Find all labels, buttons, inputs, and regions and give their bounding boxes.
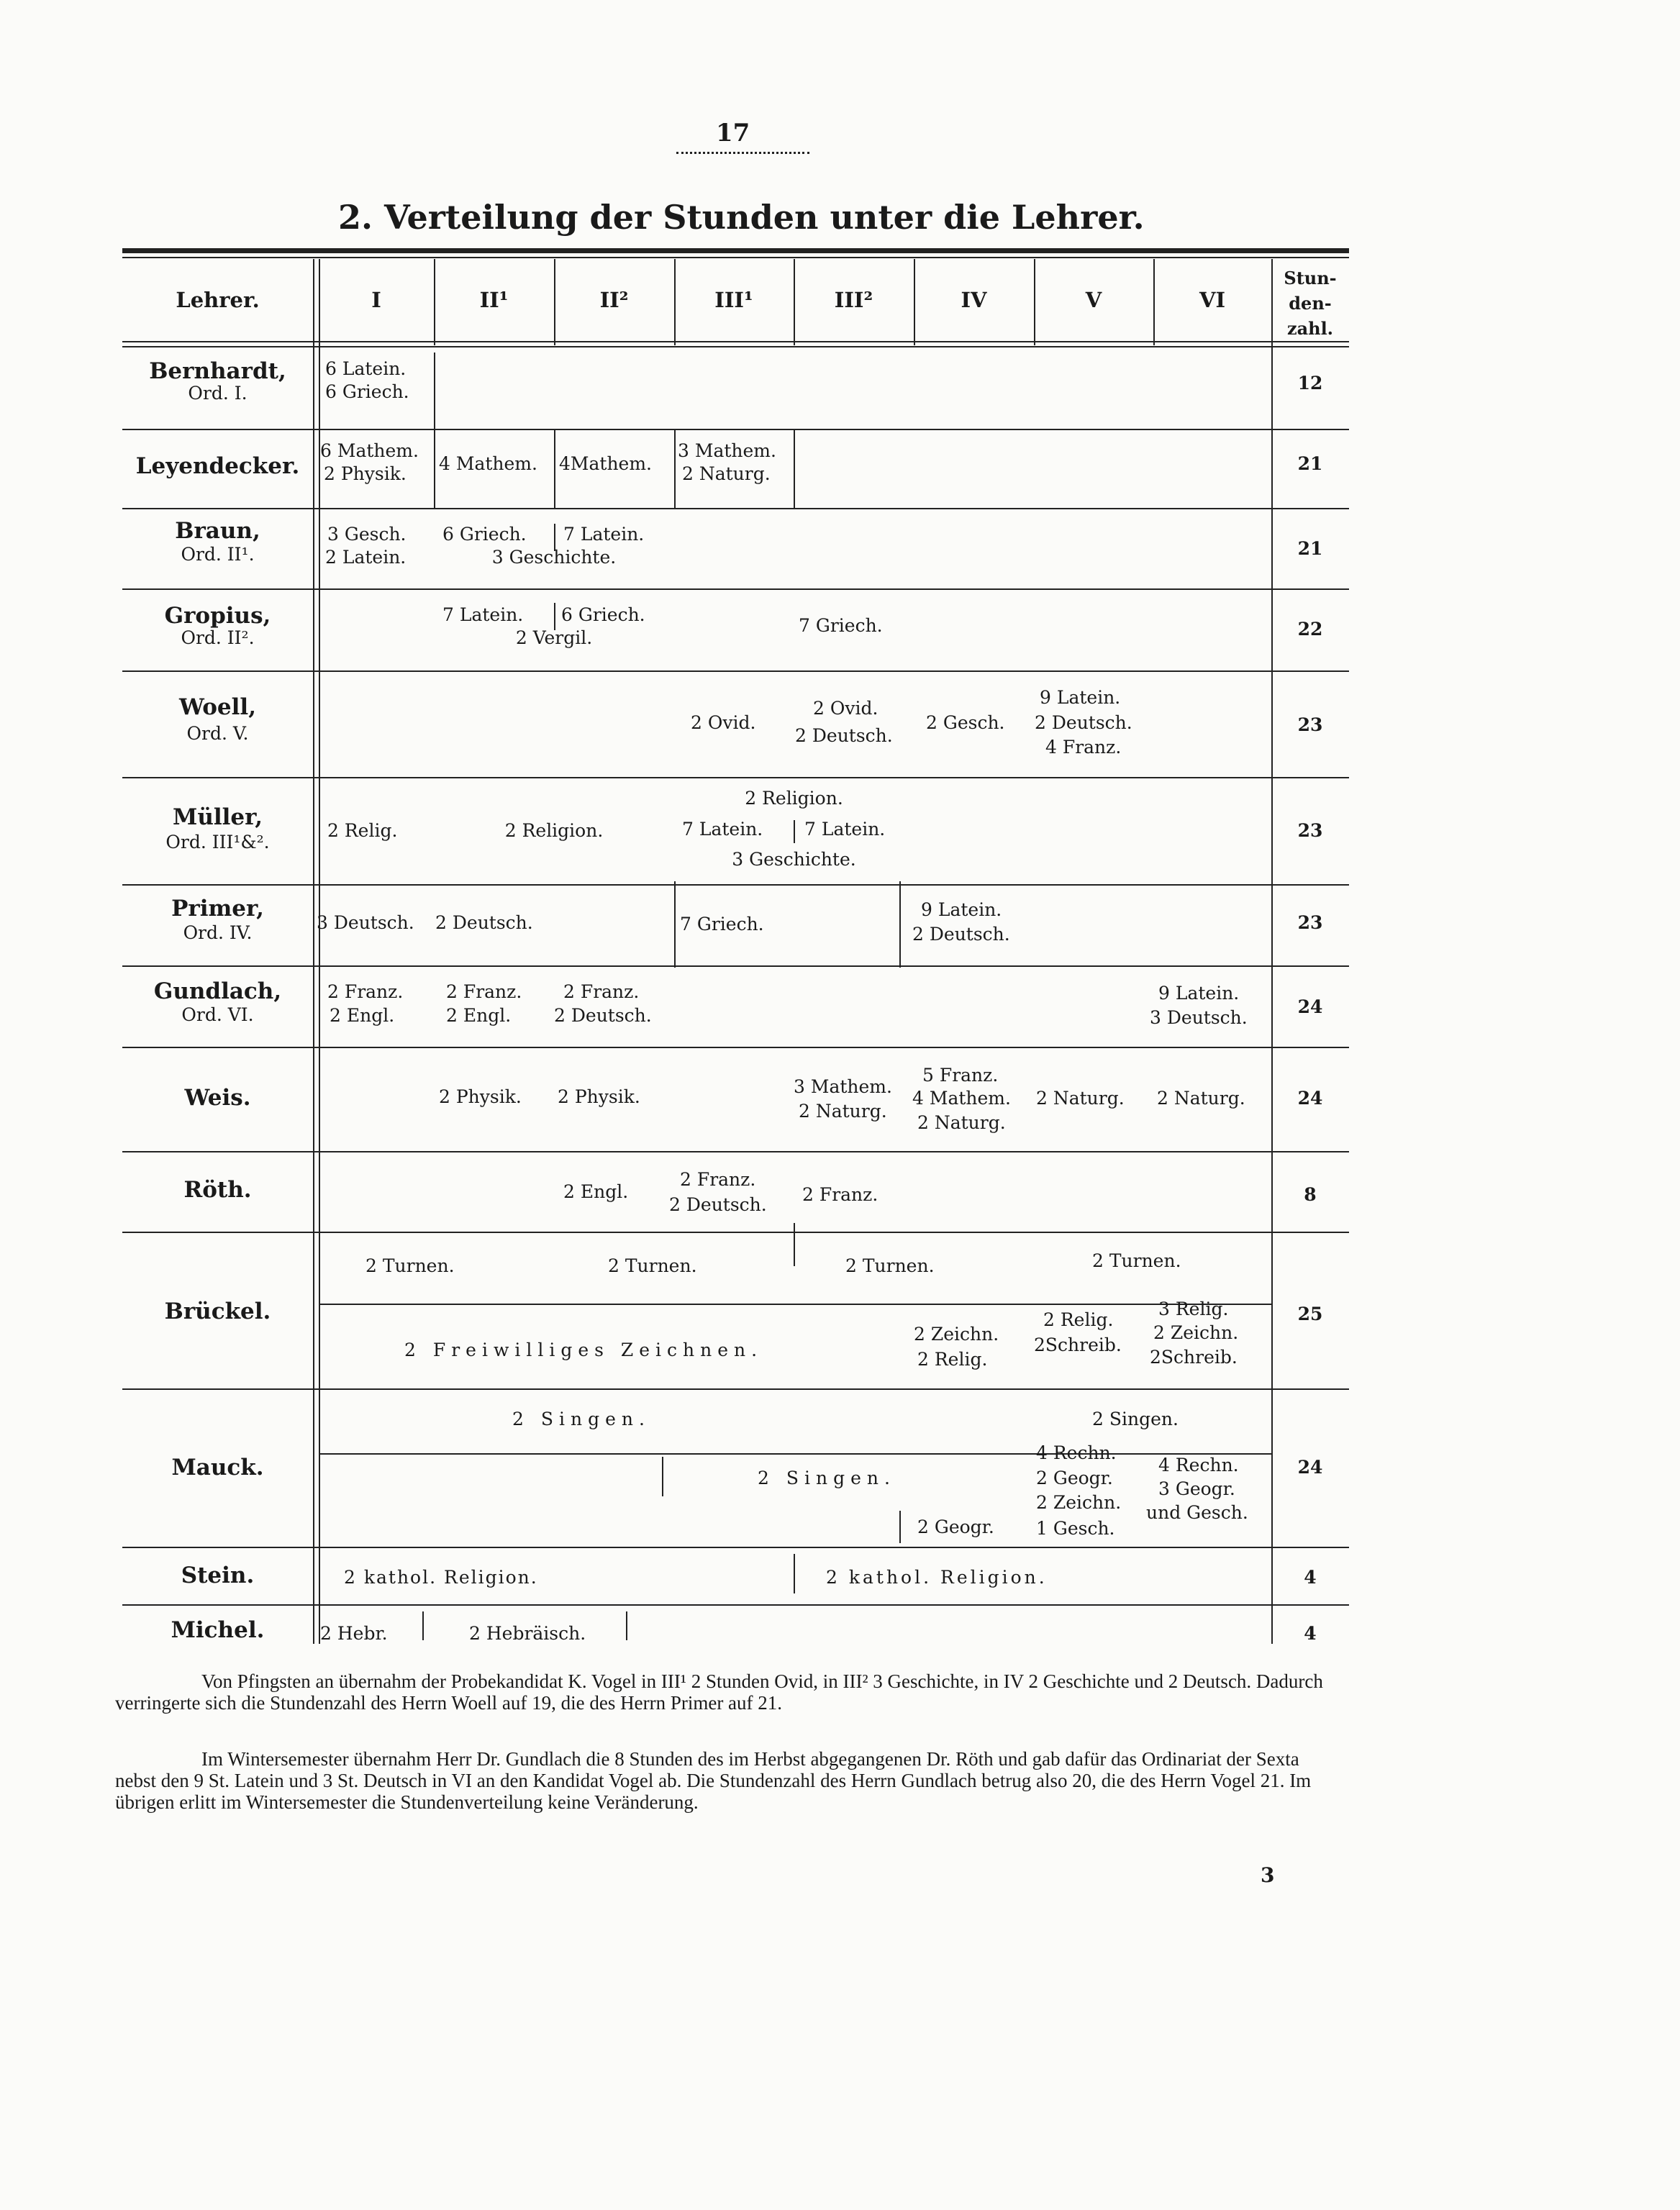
teacher-ord: Ord. IV. [183,922,253,943]
cell-span: 2 Religion. [504,820,604,841]
cell-line [794,1554,795,1593]
footer-number: 3 [1261,1863,1275,1887]
cell: 3 Geogr. [1158,1478,1235,1499]
teacher-name: Weis. [184,1085,251,1111]
cell: 2 Hebr. [320,1623,388,1644]
cell: 2 Franz. [446,981,522,1002]
teacher-name: Röth. [183,1177,252,1203]
cell: 2 Singen. [1092,1409,1179,1429]
page-number: 17 [716,119,750,147]
cell: 3 Gesch. [327,524,407,545]
table-top-rule [122,248,1349,253]
cell-line [554,603,555,630]
cell-span: 2 Vergil. [515,627,593,648]
cell: 9 Latein. [1158,983,1240,1004]
cell: 5 Franz. [922,1065,999,1086]
cell: 2 Ovid. [691,712,756,733]
cell: 2 Physik. [439,1086,522,1107]
cell: 2 Turnen. [845,1255,935,1276]
cell: 2 Naturg. [917,1112,1006,1133]
cell: 2 Engl. [446,1005,512,1026]
cell: 2 Zeichn. [914,1324,999,1345]
cell-span: 3 Geschichte. [732,849,856,870]
cell: 7 Latein. [442,604,524,625]
page-number-underline [676,147,809,154]
row-rule [122,965,1349,967]
teacher-name: Stein. [181,1563,255,1588]
cell: 2 Gesch. [926,712,1005,733]
cell: 4 Franz. [1045,737,1122,758]
row-total: 4 [1304,1567,1317,1588]
cell: 6 Griech. [325,381,409,402]
cell: 2 Zeichn. [1153,1322,1239,1343]
row-rule [122,1232,1349,1233]
cell: 2 Relig. [1043,1309,1114,1330]
cell-line [674,430,676,508]
teacher-name: Leyendecker. [135,453,300,479]
header-v: V [1085,288,1102,312]
cell: 7 Latein. [804,819,886,840]
cell: 2 Relig. [327,820,398,841]
cell: 2 Deutsch. [554,1005,652,1026]
row-total: 23 [1297,714,1323,735]
cell: 2 Deutsch. [435,912,533,933]
cell: 4 Rechn. [1036,1442,1117,1463]
cell: 2 Franz. [563,981,640,1002]
cell: 2 Physik. [558,1086,640,1107]
row-rule [122,588,1349,590]
row-total: 23 [1297,912,1323,933]
note-paragraph-1: Von Pfingsten an übernahm der Probekandidat K. Vogel in III¹ 2 Stunden Ovid, in III² 3 Geschichte, in IV 2 Geschichte und 2 Deutsch. Dadurch verringerte sich die Stundenzahl des Herrn Woell auf 19, die des Herrn Primer auf 21. [115,1670,1323,1714]
note-paragraph-2: Im Wintersemester übernahm Herr Dr. Gundlach die 8 Stunden des im Herbst abgegangenen Dr. Röth und gab dafür das Ordinariat der Sexta nebst den 9 St. Latein und 3 St. Deutsch in VI an den Kandidat Vogel ab. Die Stundenzahl des Herrn Gundlach betrug also 20, die des Herrn Vogel 21. Im übrigen erlitt im Wintersemester die Stundenverteilung keine Veränderung. [115,1748,1312,1813]
cell: 2 Geogr. [917,1516,994,1537]
header-iii2: III² [834,288,873,312]
teacher-name: Bernhardt, [149,358,286,384]
row-rule [122,1047,1349,1048]
row-total: 24 [1297,1457,1323,1478]
row-total: 8 [1304,1184,1317,1205]
header-ii1: II¹ [479,288,509,312]
cell: 3 Deutsch. [317,912,414,933]
cell-line [319,1453,1271,1455]
row-total: 25 [1297,1304,1323,1324]
cell: 3 Mathem. [678,440,776,461]
cell: 2 Deutsch. [1035,712,1132,733]
cell: und Gesch. [1146,1502,1248,1523]
cell-line [662,1457,663,1496]
cell: 2 Turnen. [1092,1250,1181,1271]
cell: 4 Mathem. [439,453,537,474]
teacher-name: Gundlach, [153,978,282,1004]
page-title: 2. Verteilung der Stunden unter die Lehrer. [338,198,1145,237]
cell: 2 Relig. [917,1349,988,1370]
row-rule [122,508,1349,509]
cell: 4 Mathem. [912,1088,1011,1109]
cell: 2 Ovid. [813,698,878,719]
teacher-name: Woell, [178,694,257,720]
header-stunden-3: zahl. [1286,318,1334,339]
teacher-name: Primer, [171,896,264,922]
cell: 7 Latein. [682,819,763,840]
cell: 7 Griech. [680,914,764,935]
header-stunden-2: den- [1289,293,1332,314]
teacher-name: Brückel. [164,1299,271,1324]
teacher-ord: Ord. III¹&². [165,832,270,852]
cell: 4 Rechn. [1158,1455,1239,1475]
cell-line [422,1611,424,1640]
cell: 2Schreib. [1150,1347,1238,1368]
cell: 6 Griech. [442,524,527,545]
header-ii2: II² [599,288,629,312]
table-top-rule-thin [122,257,1349,258]
teacher-ord: Ord. VI. [181,1004,254,1025]
cell: 2 Naturg. [1036,1088,1125,1109]
cell-span: 2 Singen. [758,1468,896,1488]
header-vi: VI [1199,288,1226,312]
cell: 4Mathem. [559,453,653,474]
row-rule [122,1547,1349,1548]
cell: 3 Mathem. [794,1076,892,1097]
cell: 9 Latein. [1040,687,1121,708]
cell: 3 Relig. [1158,1299,1229,1319]
cell: 6 Mathem. [320,440,419,461]
teacher-ord: Ord. I. [188,383,248,404]
header-stunden-1: Stun- [1284,268,1337,288]
cell-span: 2 Freiwilliges Zeichnen. [404,1340,763,1360]
cell: 7 Latein. [563,524,645,545]
cell: 2 Naturg. [682,463,771,484]
cell: 2 Franz. [327,981,404,1002]
cell: 2Schreib. [1034,1334,1122,1355]
row-rule [122,1151,1349,1152]
col-line [319,259,320,1644]
cell-span: 2 Religion. [745,788,843,809]
cell: 2 Deutsch. [795,725,893,746]
cell: 6 Griech. [561,604,645,625]
cell: 1 Gesch. [1036,1518,1115,1539]
teacher-name: Braun, [175,518,260,544]
row-total: 24 [1297,1088,1323,1109]
teacher-name: Gropius, [164,603,271,629]
teacher-ord: Ord. V. [186,723,249,744]
cell: 2 Geogr. [1036,1468,1113,1488]
header-i: I [371,288,381,312]
row-rule [122,777,1349,778]
cell: 2 Engl. [330,1005,395,1026]
cell: 6 Latein. [325,358,407,379]
row-rule [122,884,1349,886]
cell-line [794,430,795,508]
cell-line [434,430,435,508]
cell: 3 Deutsch. [1150,1007,1248,1028]
cell: 2 Turnen. [608,1255,697,1276]
col-line [313,259,314,1644]
cell: 7 Griech. [799,615,883,636]
header-rule [122,341,1349,342]
cell-line [626,1611,627,1640]
cell-line [319,1304,1271,1305]
cell: 2 Deutsch. [912,924,1010,945]
teacher-name: Müller, [173,804,263,830]
cell: 9 Latein. [921,899,1002,920]
row-total: 12 [1297,373,1323,394]
row-total: 22 [1297,619,1323,640]
cell-line [899,881,901,968]
cell-span: 2 Singen. [512,1409,650,1429]
row-total: 4 [1304,1623,1317,1644]
teacher-name: Mauck. [171,1455,264,1481]
teacher-ord: Ord. II¹. [181,544,255,565]
teacher-ord: Ord. II². [181,627,255,648]
row-total: 23 [1297,820,1323,841]
cell: 2 Zeichn. [1036,1492,1122,1513]
cell: 2 Physik. [324,463,407,484]
teacher-name: Michel. [171,1617,265,1643]
cell: 2 Naturg. [799,1101,887,1122]
row-rule [122,1604,1349,1606]
row-total: 21 [1297,453,1323,474]
cell: 2 Hebräisch. [469,1623,586,1644]
row-total: 21 [1297,538,1323,559]
header-rule-2 [122,346,1349,347]
header-lehrer: Lehrer. [176,288,260,312]
cell-span: 3 Geschichte. [491,547,617,568]
cell-span: 2 kathol. Religion. [344,1567,538,1588]
cell: 2 Deutsch. [669,1194,767,1215]
cell-line [554,430,555,508]
cell-line [794,1223,795,1266]
row-rule [122,429,1349,430]
cell-line [794,820,795,843]
header-iii1: III¹ [714,288,753,312]
cell: 2 Latein. [325,547,407,568]
cell: 2 Franz. [680,1169,756,1190]
cell: 2 Engl. [563,1181,629,1202]
cell-line [674,881,676,968]
row-rule [122,1388,1349,1390]
cell: 2 Naturg. [1157,1088,1245,1109]
cell: 2 Franz. [802,1184,878,1205]
header-iv: IV [961,288,987,312]
cell-span: 2 kathol. Religion. [826,1567,1048,1588]
cell-line [434,353,435,429]
cell: 2 Turnen. [365,1255,455,1276]
row-rule [122,670,1349,672]
cell-line [899,1511,901,1543]
row-total: 24 [1297,996,1323,1017]
